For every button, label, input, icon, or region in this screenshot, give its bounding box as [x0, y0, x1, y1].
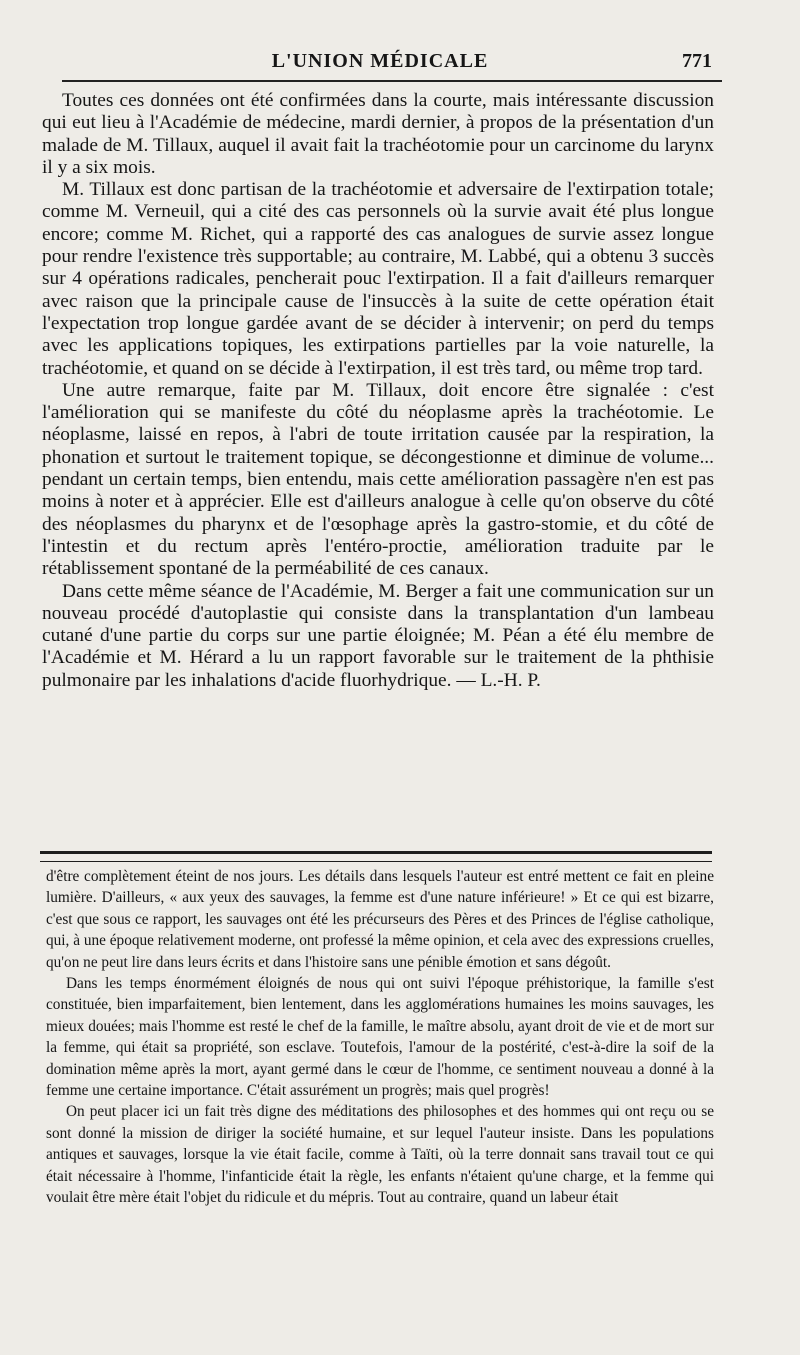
- main-paragraph: Toutes ces données ont été confirmées dans la courte, mais intéressante discussion qui eut lieu à l'Académie de médecine, mardi dernier, à propos de la présentation d'un malade de M. Tillaux, auquel il avait fait la trachéotomie pour un carcinome du larynx il y a six mois.: [42, 90, 714, 178]
- main-paragraph: Une autre remarque, faite par M. Tillaux, doit encore être signalée : c'est l'amélioration qui se manifeste du côté du néoplasme après la trachéotomie. Le néoplasme, laissé en repos, à l'abri de toute irritation causée par la respiration, la phonation et surtout le traitement topique, se décongestionne et diminue de volume... pendant un certain temps, bien entendu, mais cette amélioration passagère n'en est pas moins à noter et à apprécier. Elle est d'ailleurs analogue à celle qu'on observe du côté des néoplasmes du pharynx et de l'œsophage après la gastro-stomie, et du côté de l'intestin et du rectum après l'entéro-proctie, amélioration traduite par le rétablissement spontané de la perméabilité de ces canaux.: [42, 379, 714, 580]
- footnote-divider: [40, 851, 712, 862]
- footnote-paragraph: Dans les temps énormément éloignés de nous qui ont suivi l'époque préhistorique, la famille s'est constituée, bien imparfaitement, bien lentement, dans les agglomérations humaines les moins sauvages, les mieux douées; mais l'homme est resté le chef de la famille, le maître absolu, ayant droit de vie et de mort sur la femme, qui était sa propriété, son esclave. Toutefois, l'amour de la postérité, c'est-à-dire la soif de la domination même après la mort, ayant germé dans le cœur de l'homme, ce sentiment nouveau a donné à la femme une certaine importance. C'était assurément un progrès; mais quel progrès!: [46, 975, 714, 1100]
- main-paragraph: Dans cette même séance de l'Académie, M. Berger a fait une communication sur un nouveau procédé d'autoplastie qui consiste dans la transplantation d'un lambeau cutané d'une partie du corps sur une partie éloignée; M. Péan a été élu membre de l'Académie et M. Hérard a lu un rapport favorable sur le traitement de la phthisie pulmonaire par les inhalations d'acide fluorhydrique. — L.-H. P.: [42, 580, 714, 691]
- footnote-text: [46, 866, 714, 1209]
- footnote-paragraph: d'être complètement éteint de nos jours. Les détails dans lesquels l'auteur est entré mettent ce fait en pleine lumière. D'ailleurs, « aux yeux des sauvages, la femme est d'une nature inférieure! » Et ce qui est bizarre, c'est que sous ce rapport, les sauvages ont été les précurseurs des Pères et des Princes de l'église catholique, qui, à une époque relativement moderne, ont professé la même opinion, et cela avec des expressions cruelles, qu'on ne peut lire dans leurs écrits et dans l'histoire sans une pénible émotion et sans dégoût.: [46, 868, 714, 971]
- main-paragraph: M. Tillaux est donc partisan de la trachéotomie et adversaire de l'extirpation totale; comme M. Verneuil, qui a cité des cas personnels où la survie avait été plus longue encore; comme M. Richet, qui a rapporté des cas analogues de survie assez longue pour rendre l'existence très supportable; au contraire, M. Labbé, qui a obtenu 3 succès sur 4 opérations radicales, pencherait pouc l'extirpation. Il a fait d'ailleurs remarquer avec raison que la principale cause de l'insuccès à la suite de cette opération était l'expectation trop longue gardée avant de se décider à intervenir; on perd du temps avec les applications topiques, les extirpations partielles par la voie naturelle, la trachéotomie, et quand on se décide à l'extirpation, il est très tard, ou même trop tard.: [42, 179, 714, 379]
- journal-title: L'UNION MÉDICALE: [271, 50, 489, 72]
- page-number: 771: [682, 50, 712, 72]
- running-header: [40, 46, 720, 82]
- header-rule: [62, 80, 722, 82]
- main-text: [42, 90, 714, 692]
- footnote-paragraph: On peut placer ici un fait très digne des méditations des philosophes et des hommes qui ont reçu ou se sont donné la mission de diriger la société humaine, et sur lequel l'auteur insiste. Dans les populations antiques et sauvages, lorsque la vie était facile, comme à Taïti, où la terre donnait sans travail tout ce qui était nécessaire à l'homme, l'infanticide était la règle, les enfants n'étaient qu'une charge, et la femme qui voulait être mère était l'objet du ridicule et du mépris. Tout au contraire, quand un labeur était: [46, 1103, 714, 1207]
